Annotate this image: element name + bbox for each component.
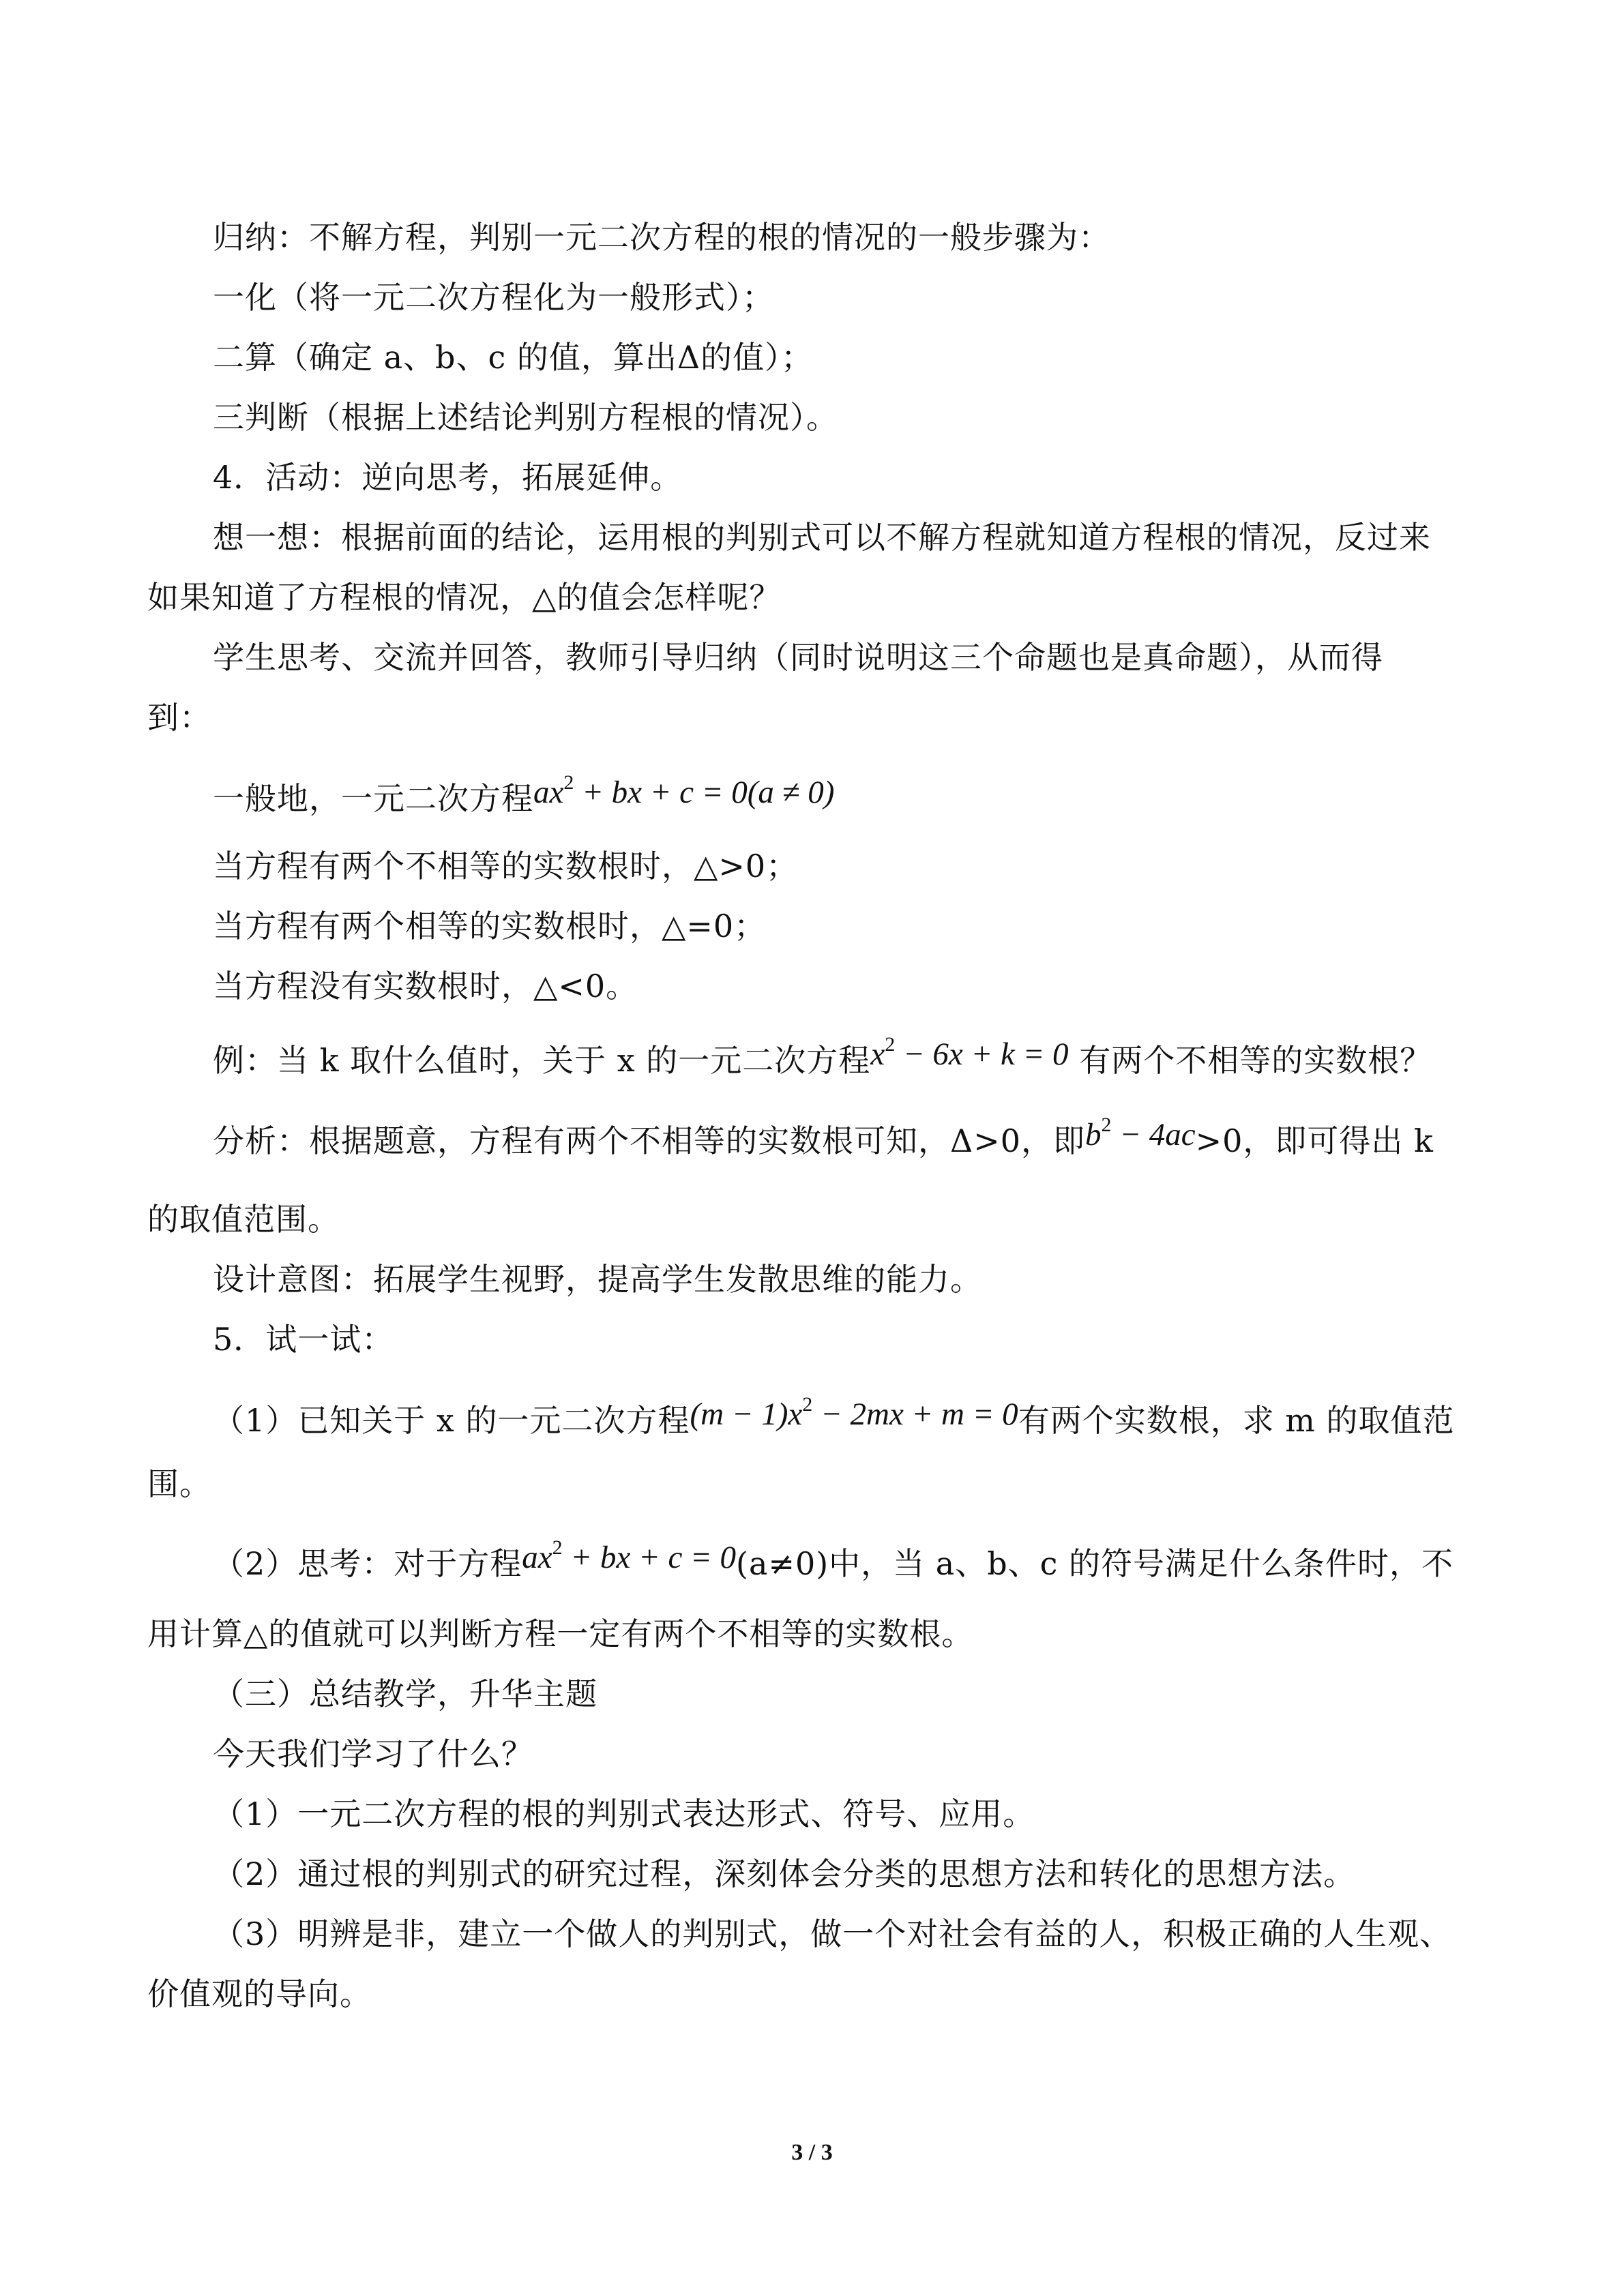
example-question: 例：当 k 取什么值时，关于 x 的一元二次方程$x^2 - 6x + k = 0$ 有两个不相等的实数根？	[213, 1033, 1432, 1079]
analysis-line-2: 的取值范围。	[147, 1201, 340, 1238]
condition-positive: 当方程有两个不相等的实数根时，△>0；	[213, 848, 799, 884]
general-equation: $ax^2$ + bx + c = 0(a ≠ 0)	[533, 771, 835, 810]
activity-heading: 4．活动：逆向思考，拓展延伸。	[213, 459, 683, 496]
try-question-2-line-1: （2）思考：对于方程$ax^2$ + bx + c = 0(a≠0)中，当 a、b、c 的符号满足什么条件时，不	[213, 1536, 1454, 1582]
paragraph-summary: 归纳：不解方程，判别一元二次方程的根的情况的一般步骤为：	[213, 219, 1110, 256]
discriminant-expression: $b^2 - 4ac$	[1085, 1114, 1196, 1152]
example-equation: $x^2 - 6x + k = 0$	[870, 1033, 1069, 1072]
analysis-line-1: 分析：根据题意，方程有两个不相等的实数根可知，Δ>0，即$b^2 - 4ac>0$，即可得出 k	[213, 1114, 1434, 1159]
summary-question: 今天我们学习了什么？	[213, 1735, 533, 1772]
design-intent: 设计意图：拓展学生视野，提高学生发散思维的能力。	[213, 1261, 982, 1298]
step-three: 三判断（根据上述结论判别方程根的情况）。	[213, 399, 838, 436]
summary-item-3-line-2: 价值观的导向。	[147, 1976, 372, 2012]
condition-negative: 当方程没有实数根时，△<0。	[213, 968, 638, 1004]
try-equation-2: $ax^2$ + bx + c = 0	[522, 1536, 737, 1575]
summary-item-2: （2）通过根的判别式的研究过程，深刻体会分类的思想方法和转化的思想方法。	[213, 1855, 1356, 1892]
discussion-paragraph-line-1: 学生思考、交流并回答，教师引导归纳（同时说明这三个命题也是真命题），从而得	[213, 639, 1383, 676]
general-statement-text: 一般地，一元二次方程	[213, 780, 533, 817]
try-heading: 5．试一试：	[213, 1321, 394, 1358]
summary-item-3-line-1: （3）明辨是非，建立一个做人的判别式，做一个对社会有益的人，积极正确的人生观、	[213, 1915, 1452, 1952]
try-question-1-line-2: 围。	[147, 1465, 211, 1502]
section-heading-summary: （三）总结教学，升华主题	[213, 1675, 597, 1712]
discussion-paragraph-line-2: 到：	[147, 699, 211, 736]
think-paragraph-line-2: 如果知道了方程根的情况，△的值会怎样呢？	[147, 579, 782, 616]
try-equation-1: $(m - 1)x^2 - 2mx + m = 0$	[690, 1393, 1018, 1432]
page-number: 3 / 3	[791, 2140, 833, 2165]
summary-item-1: （1）一元二次方程的根的判别式表达形式、符号、应用。	[213, 1795, 1035, 1832]
try-question-1-line-1: （1）已知关于 x 的一元二次方程$(m - 1)x^2 - 2mx + m = 0$有两个实数根，求 m 的取值范	[213, 1393, 1455, 1439]
step-two: 二算（确定 a、b、c 的值，算出Δ的值）；	[213, 339, 814, 376]
condition-zero: 当方程有两个相等的实数根时，△=0；	[213, 908, 767, 944]
step-one: 一化（将一元二次方程化为一般形式）；	[213, 279, 774, 316]
think-paragraph-line-1: 想一想：根据前面的结论，运用根的判别式可以不解方程就知道方程根的情况，反过来	[213, 519, 1431, 556]
try-question-2-line-2: 用计算△的值就可以判断方程一定有两个不相等的实数根。	[147, 1615, 974, 1652]
general-statement	[213, 769, 834, 820]
